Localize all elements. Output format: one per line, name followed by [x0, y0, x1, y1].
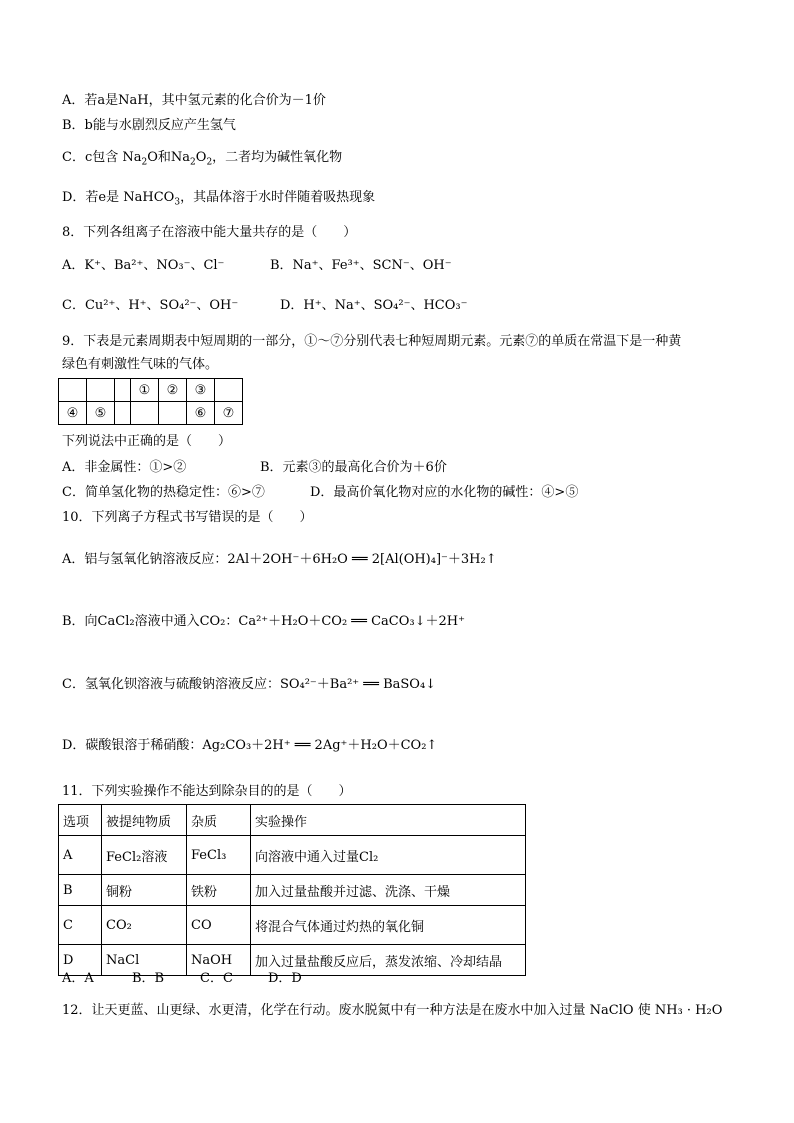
q7-option-d: D．若e是 NaHCO$_3$，其晶体溶于水时伴随着吸热现象	[62, 190, 376, 208]
q9-stem-line2: 绿色有刺激性气味的气体。	[62, 357, 219, 372]
q9-options-row1	[62, 459, 447, 477]
table-cell: C	[59, 906, 102, 945]
q9-option-c: C．简单氢化物的热稳定性：⑥>⑦	[62, 485, 265, 500]
periodic-row-1	[59, 379, 243, 402]
q11-option-c: C．C	[200, 971, 233, 986]
column-header: 杂质	[187, 805, 251, 836]
periodic-cell	[159, 402, 187, 425]
q9-options-row2	[62, 484, 578, 502]
q8-option-d: D．H⁺、Na⁺、SO₄²⁻、HCO₃⁻	[280, 298, 468, 313]
q9-option-d: D．最高价氧化物对应的水化物的碱性：④>⑤	[310, 485, 579, 500]
periodic-cell: ①	[131, 379, 159, 402]
table-cell: D	[59, 945, 102, 976]
q8-option-a: A．K⁺、Ba²⁺、NO₃⁻、Cl⁻	[62, 258, 225, 273]
q7-option-c: C．c包含 $Na_2O$和$Na_2O_2$，二者均为碱性氧化物	[62, 150, 343, 168]
q11-option-a: A．A	[62, 971, 94, 986]
q8-option-c: C．Cu²⁺、H⁺、SO₄²⁻、OH⁻	[62, 298, 239, 313]
q11-option-b: B．B	[132, 971, 165, 986]
table-cell: FeCl₃	[187, 836, 251, 875]
table-cell: NaCl	[102, 945, 187, 976]
periodic-cell	[115, 379, 131, 402]
column-header: 被提纯物质	[102, 805, 187, 836]
table-cell: 铁粉	[187, 875, 251, 906]
q8-options-row2	[62, 297, 467, 315]
table-header-row	[59, 805, 526, 836]
table-cell: CO	[187, 906, 251, 945]
table-cell: 铜粉	[102, 875, 187, 906]
table-cell: 向溶液中通入过量Cl₂	[251, 836, 526, 875]
q9-option-b: B．元素③的最高化合价为＋6价	[260, 460, 447, 475]
periodic-cell: ⑥	[187, 402, 215, 425]
q8-options-row1	[62, 257, 452, 275]
periodic-cell	[131, 402, 159, 425]
q9-option-a: A．非金属性：①>②	[62, 460, 187, 475]
periodic-cell: ②	[159, 379, 187, 402]
q10-option-a: A．铝与氢氧化钠溶液反应：2Al＋2OH⁻＋6H₂O ══ 2[Al(OH)₄]⁻＋3H₂↑	[62, 552, 497, 567]
periodic-table-fragment	[58, 378, 243, 425]
periodic-cell: ⑤	[87, 402, 115, 425]
periodic-cell	[59, 379, 87, 402]
periodic-cell	[87, 379, 115, 402]
q11-option-d: D．D	[268, 971, 302, 986]
table-cell: CO₂	[102, 906, 187, 945]
table-row	[59, 836, 526, 875]
q7-option-a: A．若a是NaH，其中氢元素的化合价为－1价	[62, 93, 326, 108]
table-cell: A	[59, 836, 102, 875]
q11-options	[62, 970, 302, 988]
table-cell: B	[59, 875, 102, 906]
q12-stem: 12．让天更蓝、山更绿、水更清，化学在行动。废水脱氮中有一种方法是在废水中加入过量 NaClO 使 NH₃ · H₂O	[62, 1003, 723, 1018]
q10-option-c: C．氢氧化钡溶液与硫酸钠溶液反应：SO₄²⁻＋Ba²⁺ ══ BaSO₄↓	[62, 677, 437, 692]
q10-option-d: D．碳酸银溶于稀硝酸：Ag₂CO₃＋2H⁺ ══ 2Ag⁺＋H₂O＋CO₂↑	[62, 738, 438, 753]
q11-table	[58, 804, 526, 976]
table-cell: 加入过量盐酸反应后，蒸发浓缩、冷却结晶	[251, 945, 526, 976]
q10-stem: 10．下列离子方程式书写错误的是（ ）	[62, 510, 313, 525]
table-cell: 加入过量盐酸并过滤、洗涤、干燥	[251, 875, 526, 906]
periodic-cell	[115, 402, 131, 425]
periodic-cell	[215, 379, 243, 402]
periodic-row-2	[59, 402, 243, 425]
table-cell: 将混合气体通过灼热的氧化铜	[251, 906, 526, 945]
column-header: 实验操作	[251, 805, 526, 836]
q8-stem: 8．下列各组离子在溶液中能大量共存的是（ ）	[62, 225, 357, 240]
q10-option-b: B．向CaCl₂溶液中通入CO₂：Ca²⁺＋H₂O＋CO₂ ══ CaCO₃↓＋2H⁺	[62, 614, 465, 629]
table-row	[59, 906, 526, 945]
q11-stem: 11．下列实验操作不能达到除杂目的的是（ ）	[62, 784, 352, 799]
periodic-cell: ④	[59, 402, 87, 425]
q9-prompt: 下列说法中正确的是（ ）	[62, 434, 232, 449]
q8-option-b: B．Na⁺、Fe³⁺、SCN⁻、OH⁻	[270, 258, 452, 273]
periodic-cell: ⑦	[215, 402, 243, 425]
table-cell: FeCl₂溶液	[102, 836, 187, 875]
q7-option-b: B．b能与水剧烈反应产生氢气	[62, 118, 236, 133]
q9-stem-line1: 9．下表是元素周期表中短周期的一部分，①～⑦分别代表七种短周期元素。元素⑦的单质在常温下是一种黄	[62, 334, 682, 349]
periodic-cell: ③	[187, 379, 215, 402]
column-header: 选项	[59, 805, 102, 836]
table-cell: NaOH	[187, 945, 251, 976]
table-row	[59, 875, 526, 906]
